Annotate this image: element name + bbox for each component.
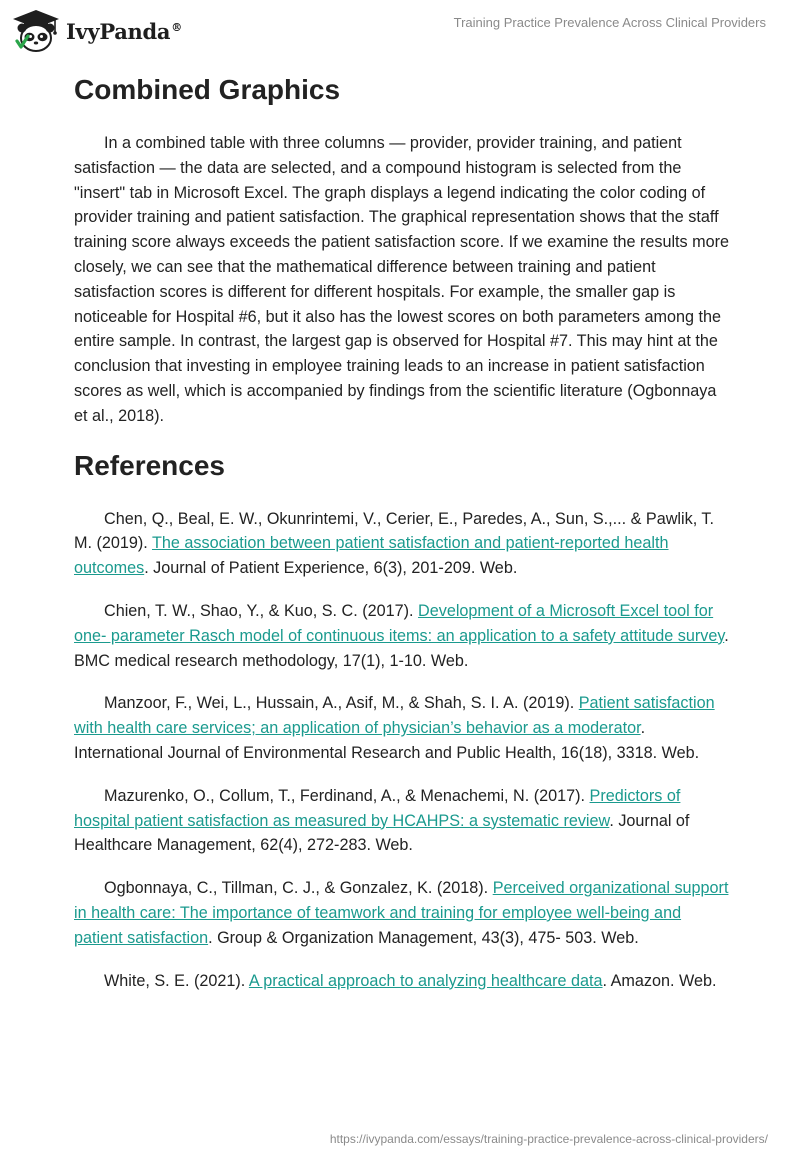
- reference-link[interactable]: Predictors of hospital patient satisfaction as measured by HCAHPS: a systematic review: [74, 786, 681, 830]
- combined-graphics-paragraph: In a combined table with three columns — provider, provider training, and patient satisfaction — the data are selected, and a compound histogram is selected from the "insert" tab in Microsoft Excel. The graph displays a legend indicating the color coding of provider training and patient satisfaction. The graphical representation shows that the staff training score always exceeds the patient satisfaction score. If we examine the results more closely, we can see that the mathematical difference between training and patient satisfaction scores is different for different hospitals. For example, the smaller gap is noticeable for Hospital #6, but it also has the lowest scores on both parameters among the entire sample. In contrast, the largest gap is observed for Hospital #7. This may hint at the conclusion that investing in employee training leads to an increase in patient satisfaction scores as well, which is accompanied by findings from the scientific literature (Ogbonnaya et al., 2018).: [74, 134, 730, 425]
- reference-link[interactable]: Development of a Microsoft Excel tool for one- parameter Rasch model of continuous items: an application to a safety attitude survey: [74, 601, 725, 645]
- document-title: Training Practice Prevalence Across Clinical Providers: [453, 15, 766, 30]
- brand-name: IvyPanda®: [66, 18, 182, 44]
- reference-item: Chien, T. W., Shao, Y., & Kuo, S. C. (2017). Development of a Microsoft Excel tool for one- parameter Rasch model of continuous items: an application to a safety attitude survey. BMC medical research methodology, 17(1), 1-10. Web.: [74, 601, 729, 670]
- reference-item: Manzoor, F., Wei, L., Hussain, A., Asif, M., & Shah, S. I. A. (2019). Patient satisfaction with health care services; an application of physician’s behavior as a moderator. International Journal of Environmental Research and Public Health, 16(18), 3318. Web.: [74, 694, 715, 762]
- page-header: [0, 0, 800, 60]
- source-url[interactable]: https://ivypanda.com/essays/training-practice-prevalence-across-clinical-providers/: [329, 1132, 768, 1146]
- reference-item: Chen, Q., Beal, E. W., Okunrintemi, V., Cerier, E., Paredes, A., Sun, S.,... & Pawlik, T. M. (2019). The association between patient satisfaction and patient-reported health outcomes. Journal of Patient Experience, 6(3), 201-209. Web.: [74, 509, 714, 578]
- ivypanda-logo[interactable]: [10, 8, 182, 54]
- panda-graduate-icon: [10, 8, 62, 54]
- reference-link[interactable]: The association between patient satisfaction and patient-reported health outcomes: [74, 534, 669, 578]
- reference-link[interactable]: Patient satisfaction with health care services; an application of physician’s behavior as a moderator: [74, 694, 715, 738]
- reference-item: Ogbonnaya, C., Tillman, C. J., & Gonzalez, K. (2018). Perceived organizational support in health care: The importance of teamwork and training for employee well-being and patient satisfaction. Group & Organization Management, 43(3), 475- 503. Web.: [74, 879, 729, 947]
- registered-mark: ®: [171, 20, 182, 34]
- section-heading-references: References: [74, 449, 225, 481]
- reference-link[interactable]: A practical approach to analyzing healthcare data: [248, 971, 603, 990]
- article-content: [74, 70, 734, 1011]
- reference-list: [74, 507, 734, 994]
- section-heading-combined-graphics: Combined Graphics: [74, 74, 341, 105]
- reference-link[interactable]: Perceived organizational support in health care: The importance of teamwork and training for employee well-being and patient satisfaction: [74, 879, 729, 947]
- reference-item: Mazurenko, O., Collum, T., Ferdinand, A., & Menachemi, N. (2017). Predictors of hospital patient satisfaction as measured by HCAHPS: a systematic review. Journal of Healthcare Management, 62(4), 272-283. Web.: [74, 786, 690, 855]
- reference-item: White, S. E. (2021). A practical approach to analyzing healthcare data. Amazon. Web.: [104, 971, 717, 990]
